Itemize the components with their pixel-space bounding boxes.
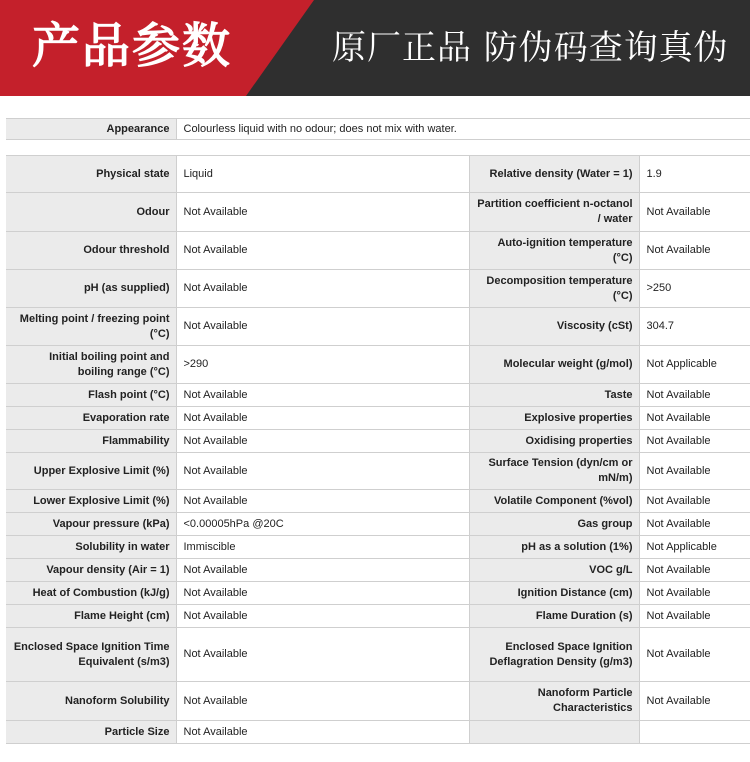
property-label: Flash point (°C)	[6, 384, 176, 407]
table-row	[6, 308, 750, 346]
property-value: Not Available	[639, 193, 750, 232]
table-row	[6, 682, 750, 721]
table-row	[6, 513, 750, 536]
property-value: Not Available	[639, 513, 750, 536]
property-value: 304.7	[639, 308, 750, 346]
property-label: Decomposition temperature (°C)	[469, 270, 639, 308]
table-row	[6, 559, 750, 582]
property-label: Flame Height (cm)	[6, 605, 176, 628]
property-label: Volatile Component (%vol)	[469, 490, 639, 513]
table-row	[6, 384, 750, 407]
property-value: Not Available	[639, 453, 750, 490]
property-label: Particle Size	[6, 721, 176, 744]
property-label: Vapour density (Air = 1)	[6, 559, 176, 582]
property-value: Not Available	[176, 384, 469, 407]
property-value: Not Available	[176, 193, 469, 232]
property-value: Not Available	[176, 453, 469, 490]
property-value: Not Available	[176, 605, 469, 628]
property-label: Nanoform Solubility	[6, 682, 176, 721]
table-row	[6, 232, 750, 270]
property-value: Not Available	[639, 384, 750, 407]
property-label: Solubility in water	[6, 536, 176, 559]
property-value: Not Available	[176, 270, 469, 308]
property-label: Evaporation rate	[6, 407, 176, 430]
property-label: Initial boiling point and boiling range (°C)	[6, 346, 176, 384]
property-value: Not Available	[176, 490, 469, 513]
table-row	[6, 193, 750, 232]
table-row	[6, 628, 750, 682]
property-value: Not Available	[176, 407, 469, 430]
property-label: Upper Explosive Limit (%)	[6, 453, 176, 490]
table-row	[6, 582, 750, 605]
property-label: Flame Duration (s)	[469, 605, 639, 628]
table-row	[6, 156, 750, 193]
property-value: >250	[639, 270, 750, 308]
appearance-value: Colourless liquid with no odour; does not mix with water.	[176, 119, 750, 140]
property-value: Not Available	[639, 430, 750, 453]
property-label: Auto-ignition temperature (°C)	[469, 232, 639, 270]
property-label: Lower Explosive Limit (%)	[6, 490, 176, 513]
table-spacer	[6, 140, 750, 155]
table-row	[6, 453, 750, 490]
property-value: Liquid	[176, 156, 469, 193]
header-slogan: 原厂正品 防伪码查询真伪	[332, 28, 729, 68]
property-label: Odour threshold	[6, 232, 176, 270]
physical-properties-table	[6, 155, 750, 744]
property-value: Not Available	[176, 628, 469, 682]
table-row	[6, 270, 750, 308]
property-label: Vapour pressure (kPa)	[6, 513, 176, 536]
property-label: Enclosed Space Ignition Deflagration Density (g/m3)	[469, 628, 639, 682]
property-value: Not Available	[639, 490, 750, 513]
property-label: Nanoform Particle Characteristics	[469, 682, 639, 721]
property-label: Surface Tension (dyn/cm or mN/m)	[469, 453, 639, 490]
property-label: Explosive properties	[469, 407, 639, 430]
property-label: Partition coefficient n-octanol / water	[469, 193, 639, 232]
appearance-label: Appearance	[6, 119, 176, 140]
property-label	[469, 721, 639, 744]
table-row	[6, 536, 750, 559]
property-value: Not Available	[176, 582, 469, 605]
property-value: Not Available	[639, 582, 750, 605]
property-value: Not Available	[176, 430, 469, 453]
property-label: VOC g/L	[469, 559, 639, 582]
header-banner	[0, 0, 750, 96]
property-value: Not Available	[176, 721, 469, 744]
property-label: Physical state	[6, 156, 176, 193]
property-label: Taste	[469, 384, 639, 407]
property-value: Not Applicable	[639, 346, 750, 384]
property-value	[639, 721, 750, 744]
property-label: pH as a solution (1%)	[469, 536, 639, 559]
property-label: Enclosed Space Ignition Time Equivalent (s/m3)	[6, 628, 176, 682]
property-label: Melting point / freezing point (°C)	[6, 308, 176, 346]
property-value: 1.9	[639, 156, 750, 193]
appearance-table	[6, 118, 750, 140]
property-label: pH (as supplied)	[6, 270, 176, 308]
appearance-row	[6, 119, 750, 140]
table-row	[6, 430, 750, 453]
property-value: Not Available	[639, 559, 750, 582]
property-value: Not Available	[176, 682, 469, 721]
property-value: Immiscible	[176, 536, 469, 559]
table-row	[6, 490, 750, 513]
table-row	[6, 407, 750, 430]
table-row	[6, 721, 750, 744]
property-label: Ignition Distance (cm)	[469, 582, 639, 605]
property-label: Relative density (Water = 1)	[469, 156, 639, 193]
property-value: Not Available	[639, 407, 750, 430]
property-value: Not Applicable	[639, 536, 750, 559]
property-value: >290	[176, 346, 469, 384]
property-value: <0.00005hPa @20C	[176, 513, 469, 536]
property-label: Oxidising properties	[469, 430, 639, 453]
property-value: Not Available	[176, 232, 469, 270]
property-value: Not Available	[639, 232, 750, 270]
property-value: Not Available	[176, 559, 469, 582]
property-value: Not Available	[639, 628, 750, 682]
table-row	[6, 605, 750, 628]
property-value: Not Available	[176, 308, 469, 346]
property-value: Not Available	[639, 682, 750, 721]
table-row	[6, 346, 750, 384]
page-title: 产品参数	[32, 18, 233, 74]
property-label: Viscosity (cSt)	[469, 308, 639, 346]
property-label: Odour	[6, 193, 176, 232]
property-label: Molecular weight (g/mol)	[469, 346, 639, 384]
property-label: Heat of Combustion (kJ/g)	[6, 582, 176, 605]
property-value: Not Available	[639, 605, 750, 628]
properties-table	[6, 118, 750, 744]
property-label: Gas group	[469, 513, 639, 536]
property-label: Flammability	[6, 430, 176, 453]
